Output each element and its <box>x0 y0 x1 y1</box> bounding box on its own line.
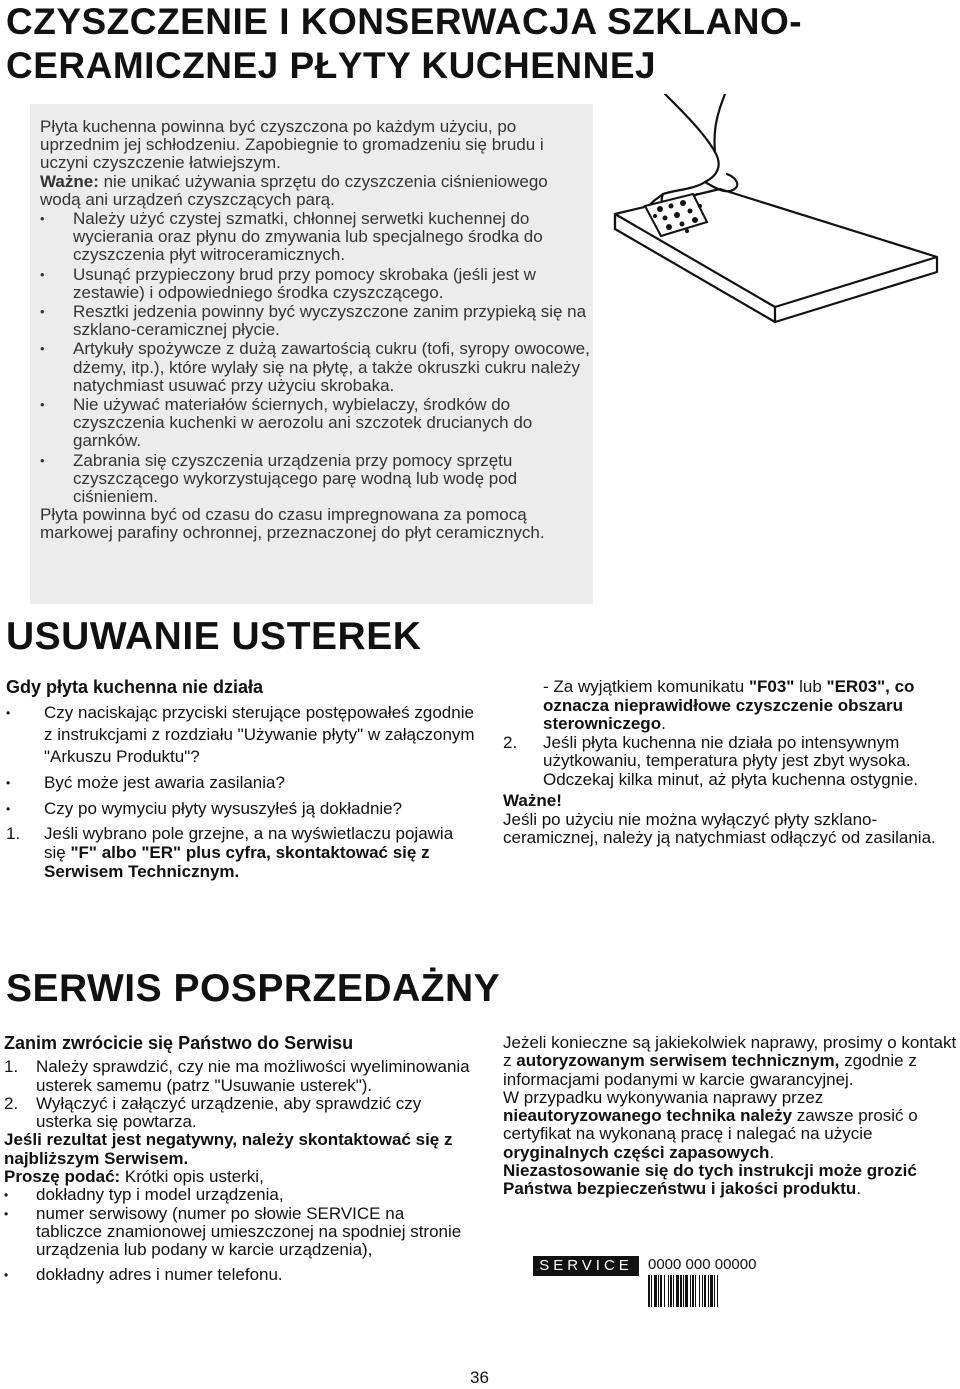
exception-prefix: - Za wyjątkiem komunikatu <box>543 677 749 696</box>
section-cleaning-title <box>6 0 956 88</box>
item-bold-text: "F" albo "ER" plus cyfra, skontaktować się z Serwisem Technicznym. <box>44 843 430 881</box>
text-span: zawsze prosić o certyfikat na wykonaną pracę i nalegać na użycie <box>503 1106 918 1144</box>
text-span: Jeżeli konieczne są jakiekolwiek naprawy, prosimy o kontakt z <box>503 1033 957 1071</box>
after-sales-title: SERWIS POSPRZEDAŻNY <box>6 967 501 1010</box>
exception-note <box>503 678 955 734</box>
list-item: • dokładny adres i numer telefonu. <box>4 1266 474 1284</box>
title-line: CERAMICZNEJ PŁYTY KUCHENNEJ <box>6 45 657 86</box>
outro-paragraph: Płyta powinna być od czasu do czasu impregnowana za pomocą markowej parafiny ochronnej, przeznaczonej do płyt ceramicznych. <box>40 505 545 543</box>
list-item <box>6 824 476 881</box>
error-code: "F03" <box>748 677 795 696</box>
troubleshooting-list <box>6 702 476 881</box>
service-subtitle: Zanim zwrócicie się Państwo do Serwisu <box>4 1033 354 1053</box>
troubleshooting-subtitle: Gdy płyta kuchenna nie działa <box>6 677 264 697</box>
list-item: • Usunąć przypieczony brud przy pomocy skrobaka (jeśli jest w zestawie) i odpowiedniego środka czyszczącego. <box>40 266 592 302</box>
service-code: 0000 000 00000 <box>648 1256 757 1273</box>
negative-result-note: Jeśli rezultat jest negatywny, należy skontaktować się z najbliższym Serwisem. <box>4 1130 453 1168</box>
list-item: • Zabrania się czyszczenia urządzenia przy pomocy sprzętu czyszczącego wykorzystującego parę wodną lub wodę pod ciśnieniem. <box>40 452 592 507</box>
important-label: Ważne: <box>40 171 99 191</box>
text-span: . <box>856 1179 862 1199</box>
bold-span: nieautoryzowanego technika należy <box>503 1106 793 1126</box>
list-item <box>4 1095 474 1132</box>
list-item: • Być może jest awaria zasilania? <box>6 772 476 794</box>
service-label: SERVICE <box>533 1256 639 1276</box>
list-item: • Nie używać materiałów ściernych, wybielaczy, środków do czyszczenia kuchenki w aerozolu ani szczotek drucianych do garnków. <box>40 396 592 451</box>
provide-text: Krótki opis usterki, <box>120 1167 264 1187</box>
list-item: • Artykuły spożywcze z dużą zawartością cukru (tofi, syropy owocowe, dżemy, itp.), które wylały się na płytę, a także okruszki cukru należy natychmiast usuwać przy użyciu skrobaka. <box>40 340 592 395</box>
exception-end: . <box>661 714 666 733</box>
unauthorized-repair-paragraph <box>503 1089 958 1162</box>
list-item <box>4 1058 474 1095</box>
service-steps <box>4 1058 474 1131</box>
item-text: Jeśli wybrano pole grzejne, a na wyświetlaczu pojawia się <box>44 824 454 862</box>
important-label: Ważne! <box>503 791 562 810</box>
title-line: CZYSZCZENIE I KONSERWACJA SZKLANO- <box>6 1 803 42</box>
important-text: nie unikać używania sprzętu do czyszczenia ciśnieniowego wodą ani urządzeń czyszczących parą. <box>40 171 548 209</box>
troubleshooting-left-column <box>6 676 476 885</box>
provide-label: Proszę podać: <box>4 1167 121 1187</box>
item-number: 1. <box>6 824 21 843</box>
item-number: 1. <box>4 1057 19 1077</box>
service-right-column <box>503 1034 958 1199</box>
list-item: • Czy po wymyciu płyty wysuszyłeś ją dokładnie? <box>6 798 476 820</box>
hand-cleaning-illustration <box>605 94 950 334</box>
text-span: . <box>769 1142 775 1162</box>
barcode-icon <box>648 1275 775 1307</box>
item-number: 2. <box>4 1093 19 1113</box>
item-text: Wyłączyć i załączyć urządzenie, aby sprawdzić czy usterka się powtarza. <box>36 1093 422 1132</box>
bold-span: oryginalnych części zapasowych <box>503 1142 770 1162</box>
troubleshooting-title: USUWANIE USTEREK <box>6 615 422 658</box>
troubleshooting-right-column <box>503 678 955 848</box>
exception-mid: lub <box>794 677 827 696</box>
list-item: • dokładny typ i model urządzenia, <box>4 1186 474 1204</box>
text-span: zgodnie z informacjami podanymi w karcie gwarancyjnej. <box>503 1051 917 1089</box>
provide-list <box>4 1186 474 1283</box>
bold-span: autoryzowanym serwisem technicznym, <box>516 1051 840 1071</box>
list-item: • Resztki jedzenia powinny być wyczyszczone zanim przypieką się na szklano-ceramicznej płycie. <box>40 303 592 339</box>
item-text: Jeśli płyta kuchenna nie działa po intensywnym użytkowaniu, temperatura płyty jest zbyt wysoka. Odczekaj kilka minut, aż płyta kuchenna ostygnie. <box>543 732 919 789</box>
list-item: • Należy użyć czystej szmatki, chłonnej serwetki kuchennej do wycierania oraz płynu do zmywania lub specjalnego środka do czyszczenia płyt witroceramicznych. <box>40 210 592 265</box>
cleaning-bullets <box>40 210 592 506</box>
text-span: W przypadku wykonywania naprawy przez <box>503 1087 824 1107</box>
error-code: "ER03", co oznacza nieprawidłowe czyszczenie obszaru sterowniczego <box>543 677 915 733</box>
cleaning-instructions <box>40 118 592 543</box>
item-text: Należy sprawdzić, czy nie ma możliwości wyeliminowania usterek samemu (patrz "Usuwanie usterek"). <box>36 1057 470 1095</box>
list-item <box>503 734 955 790</box>
page-number: 36 <box>470 1368 489 1387</box>
warning-paragraph <box>503 1162 958 1199</box>
item-number: 2. <box>503 732 518 752</box>
bold-span: Niezastosowanie się do tych instrukcji może grozić Państwa bezpieczeństwu i jakości produktu <box>503 1161 917 1199</box>
important-text: Jeśli po użyciu nie można wyłączyć płyty szklano-ceramicznej, należy ją natychmiast odłączyć od zasilania. <box>503 809 936 847</box>
repair-contact-paragraph <box>503 1034 958 1089</box>
important-note <box>40 173 592 209</box>
intro-paragraph: Płyta kuchenna powinna być czyszczona po każdym użyciu, po uprzednim jej schłodzeniu. Zapobiegnie to gromadzeniu się brudu i uczyni czyszczenie łatwiejszym. <box>40 117 544 173</box>
list-item: • Czy naciskając przyciski sterujące postępowałeś zgodnie z instrukcjami z rozdziału "Używanie płyty" w załączonym "Arkuszu Produktu"? <box>6 702 476 768</box>
list-item: • numer serwisowy (numer po słowie SERVICE na tabliczce znamionowej umieszczonej na spodniej stronie urządzenia lub podany w karcie urządzenia), <box>4 1205 474 1260</box>
provide-info <box>4 1168 474 1186</box>
service-left-column <box>4 1034 474 1284</box>
